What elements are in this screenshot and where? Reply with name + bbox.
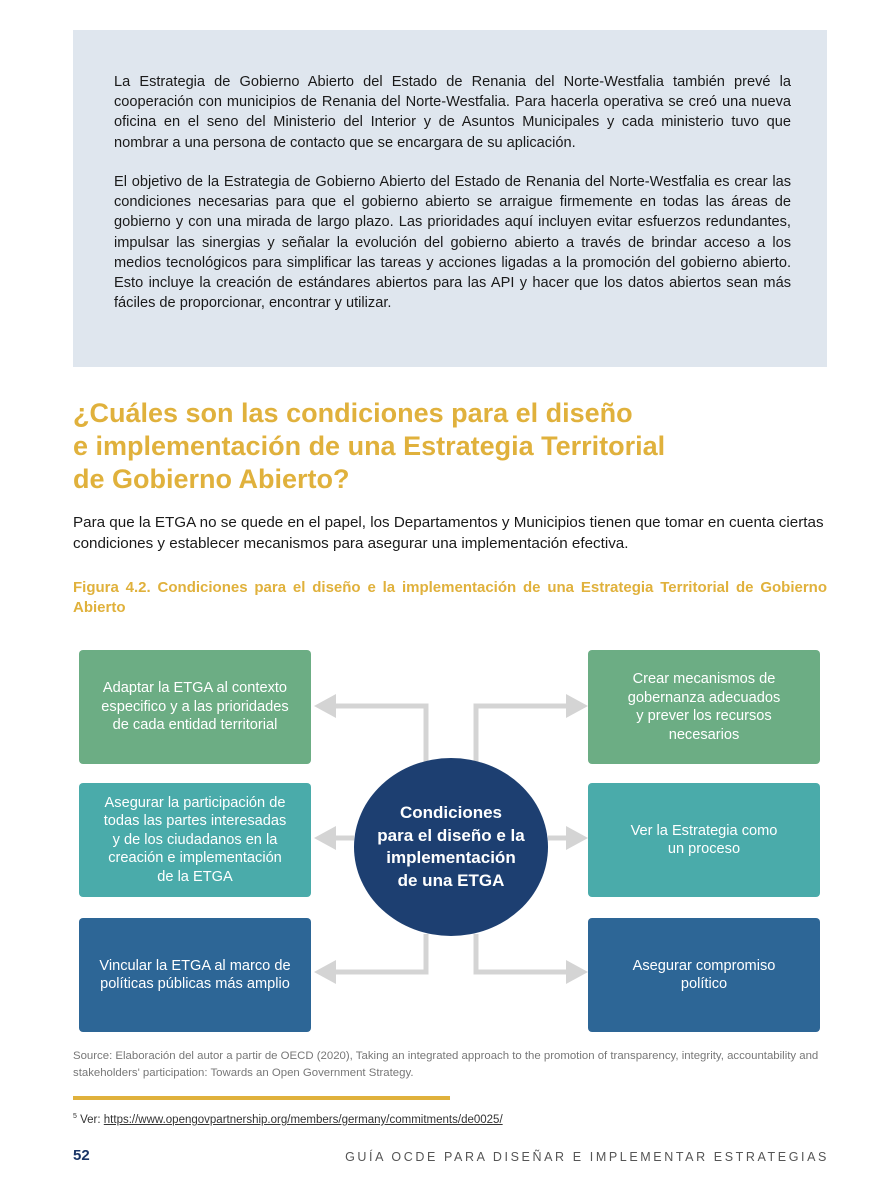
condition-card-governance: Crear mecanismos de gobernanza adecuados y prever los recursos necesarios [588,650,820,764]
condition-card-commitment: Asegurar compromiso político [588,918,820,1032]
heading-line-1: ¿Cuáles son las condiciones para el diseño [73,398,633,428]
box-paragraph-2: El objetivo de la Estrategia de Gobierno Abierto del Estado de Renania del Norte-Westfalia es crear las condiciones necesarias para que el gobierno abierto se arraigue firmemente en todas las áreas de gobierno y con una mirada de largo plazo. Las prioridades aquí incluyen evitar esfuerzos redundantes, impulsar las sinergias y señalar la evolución del gobierno abierto a través de brindar acceso a los medios tecnológicos para simplificar las tareas y acciones ligadas a la promoción del gobierno abierto. Esto incluye la creación de estándares abiertos para las API y hacer que los datos abiertos sean más fáciles de proporcionar, encontrar y utilizar. [114,174,791,312]
footnote [73,1113,503,1126]
figure-source: Source: Elaboración del autor a partir de OECD (2020), Taking an integrated approach to the promotion of transparency, integrity, accountability and stakeholders' participation: Towards an Open Government Strategy. [73,1050,819,1079]
condition-card-link-policy: Vincular la ETGA al marco de políticas públicas más amplio [79,918,311,1032]
arrowhead-top-left [314,694,336,718]
condition-card-participation: Asegurar la participación de todas las partes interesadas y de los ciudadanos en la creación e implementación de la ETGA [79,783,311,897]
footnote-number: 5 [73,1113,77,1120]
condition-card-process: Ver la Estrategia como un proceso [588,783,820,897]
arrowhead-top-right [566,694,588,718]
center-circle: Condiciones para el diseño e la implementación de una ETGA [354,758,548,936]
arrow-bottom-left [336,934,426,972]
intro-paragraph: Para que la ETGA no se quede en el papel, los Departamentos y Municipios tienen que tomar en cuenta ciertas condiciones y establecer mecanismos para asegurar una implementación efectiva. [73,514,824,552]
arrow-bottom-right [476,934,566,972]
arrowhead-bottom-right [566,960,588,984]
footnote-prefix: Ver: [80,1113,101,1126]
arrow-top-right [476,706,566,762]
arrow-top-left [336,706,426,762]
running-title: GUÍA OCDE PARA DISEÑAR E IMPLEMENTAR ESTRATEGIAS [345,1150,829,1164]
arrowhead-mid-right [566,826,588,850]
page-number: 52 [73,1147,90,1164]
heading-line-3: de Gobierno Abierto? [73,464,350,494]
arrowhead-mid-left [314,826,336,850]
footnote-divider [73,1096,450,1100]
arrowhead-bottom-left [314,960,336,984]
box-paragraph-1: La Estrategia de Gobierno Abierto del Estado de Renania del Norte-Westfalia también prevé la cooperación con municipios de Renania del Norte-Westfalia. Para hacerla operativa se creó una nueva oficina en el seno del Ministerio del Interior y de Asuntos Municipales y cada ministerio tuvo que nombrar a una persona de contacto que se encargara de su aplicación. [114,74,791,151]
heading-line-2: e implementación de una Estrategia Territorial [73,431,666,461]
condition-card-adapt: Adaptar la ETGA al contexto especifico y a las prioridades de cada entidad territorial [79,650,311,764]
figure-caption: Figura 4.2. Condiciones para el diseño e la implementación de una Estrategia Territorial de Gobierno Abierto [73,579,827,616]
footnote-link[interactable]: https://www.opengovpartnership.org/members/germany/commitments/de0025/ [103,1113,503,1126]
